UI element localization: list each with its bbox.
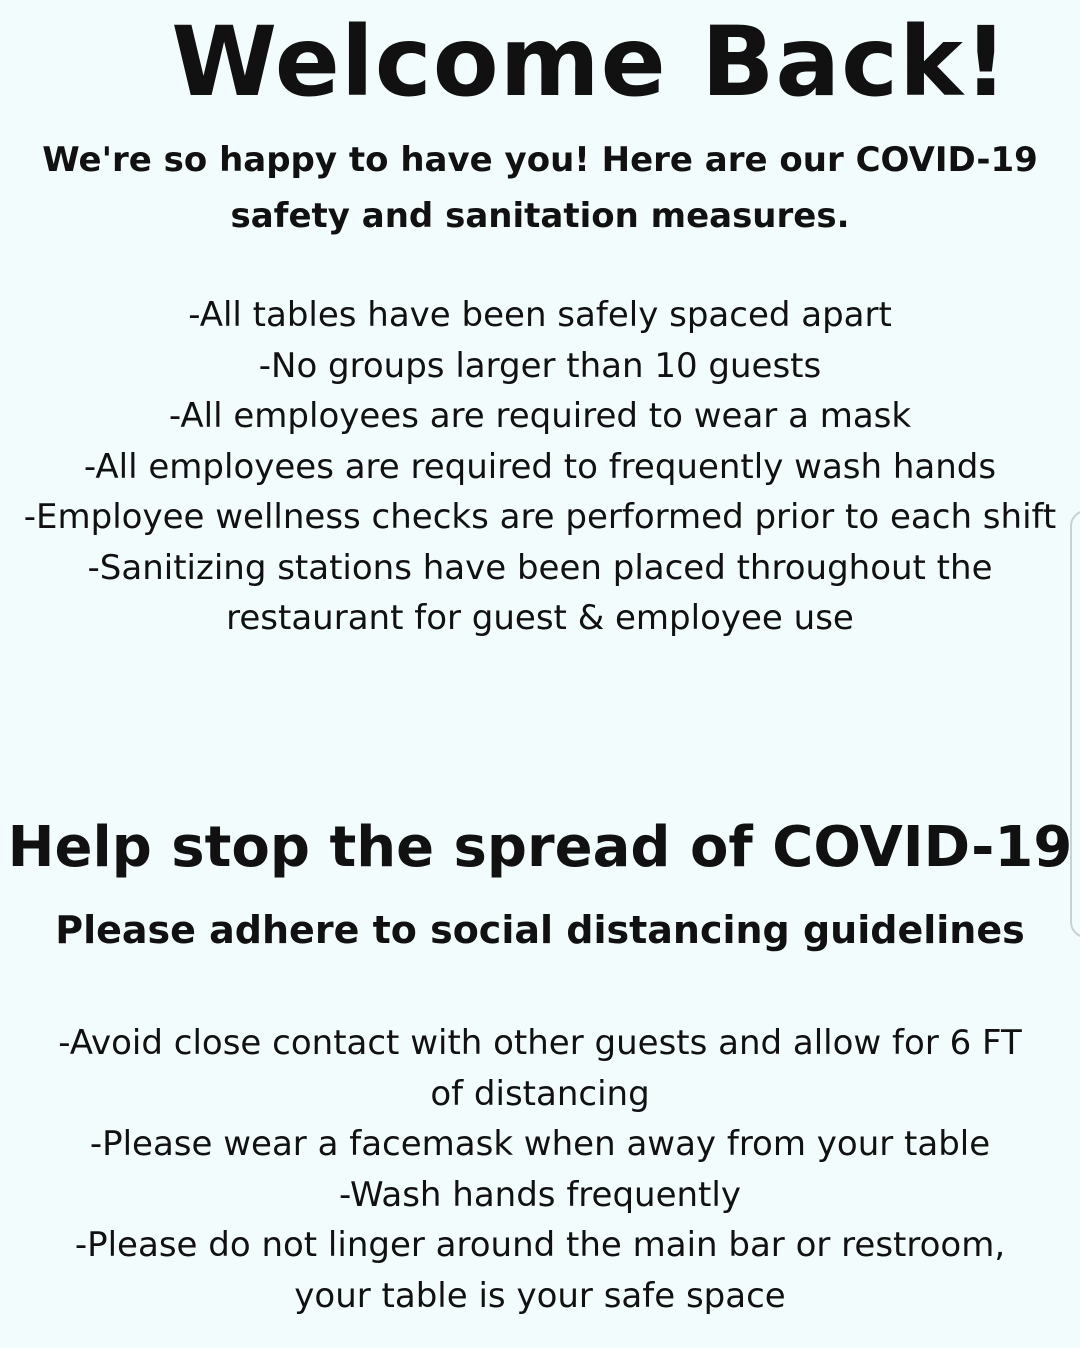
page-title: Welcome Back! (171, 6, 1009, 118)
intro-text (40, 132, 1040, 244)
list-item: -All employees are required to frequently wash hands (83, 446, 997, 487)
help-subheading: Please adhere to social distancing guidelines (55, 908, 1025, 952)
list-item: your table is your safe space (294, 1275, 786, 1316)
guidelines-list (0, 1018, 1080, 1321)
help-heading: Help stop the spread of COVID-19 (7, 815, 1073, 880)
intro-line: safety and sanitation measures. (230, 196, 850, 236)
list-item: of distancing (430, 1073, 650, 1114)
list-item: -Avoid close contact with other guests and allow for 6 FT (58, 1023, 1022, 1063)
safety-measures-list (0, 290, 1080, 644)
list-item: -Sanitizing stations have been placed throughout the (87, 547, 993, 588)
list-item: -Wash hands frequently (339, 1174, 741, 1215)
list-item: -Please wear a facemask when away from your table (89, 1124, 991, 1164)
list-item: -All tables have been safely spaced apart (188, 295, 892, 335)
edge-panel-handle[interactable] (1070, 510, 1080, 938)
list-item: -Employee wellness checks are performed prior to each shift (23, 497, 1057, 537)
list-item: -No groups larger than 10 guests (258, 345, 822, 386)
list-item: restaurant for guest & employee use (226, 598, 854, 638)
intro-line: We're so happy to have you! Here are our COVID-19 (42, 140, 1038, 180)
list-item: -All employees are required to wear a mask (168, 396, 912, 436)
list-item: -Please do not linger around the main bar or restroom, (74, 1225, 1006, 1265)
